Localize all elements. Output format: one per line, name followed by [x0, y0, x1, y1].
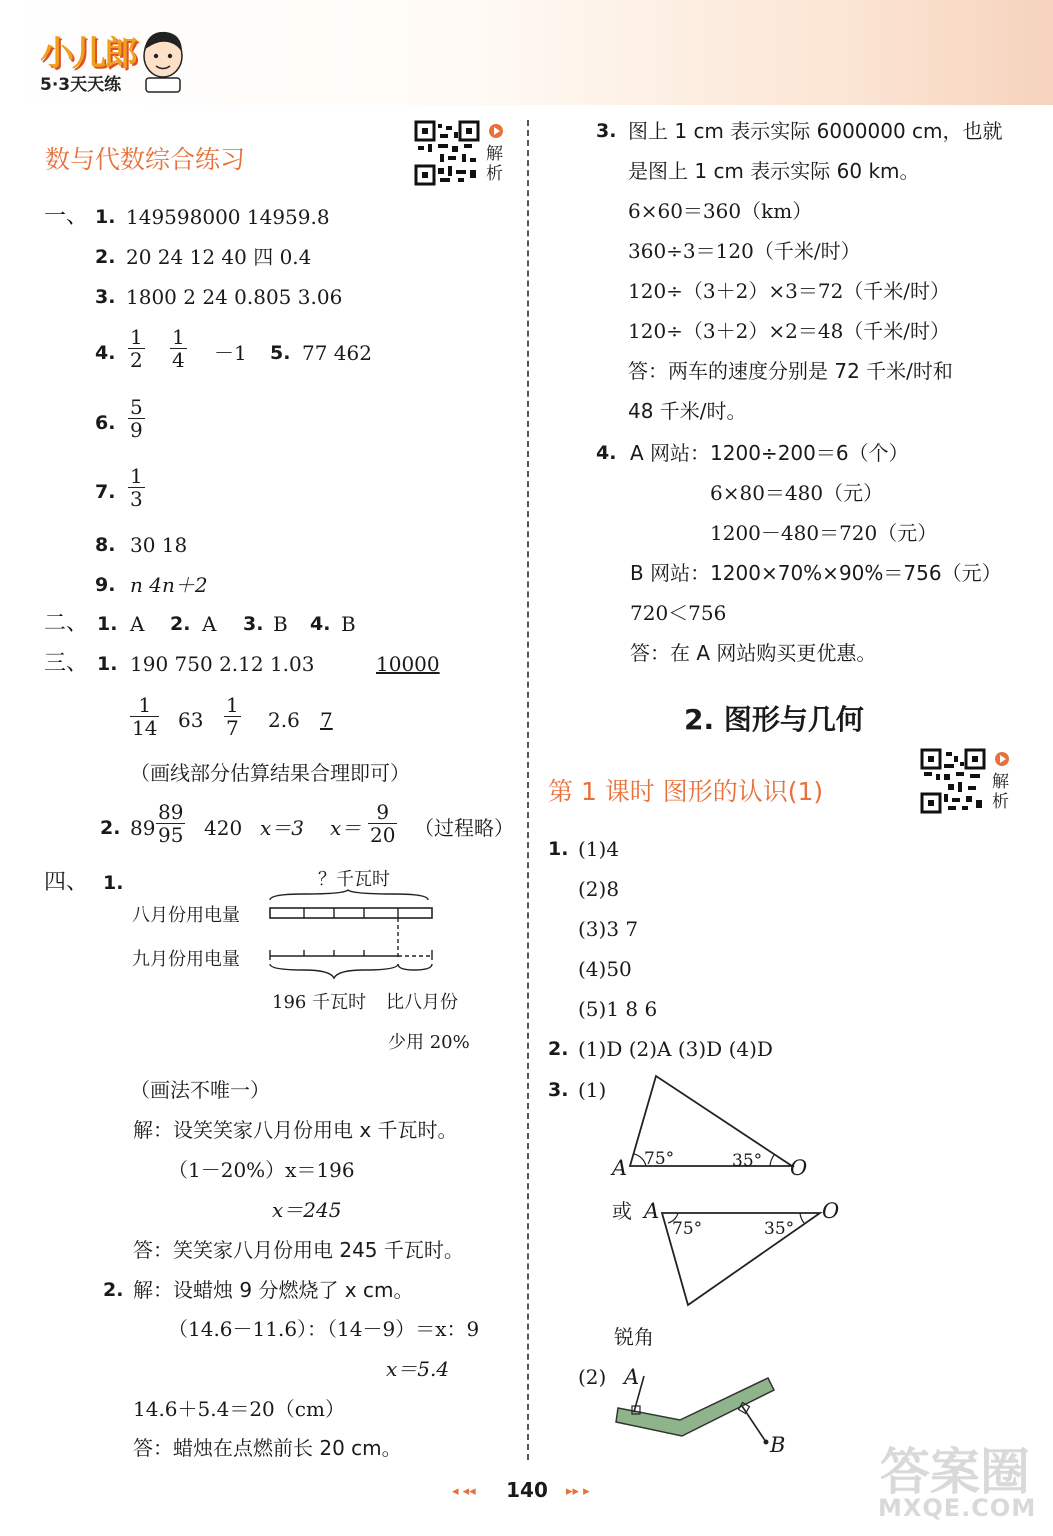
solution-line: 图上 1 cm 表示实际 6000000 cm，也就 — [628, 119, 1003, 143]
solution-line: 答：在 A 网站购买更优惠。 — [630, 641, 877, 665]
column-divider — [527, 120, 529, 1460]
question-number: 4. — [95, 342, 116, 364]
question-number: 2. — [100, 817, 121, 839]
answer-text: 89 — [130, 816, 156, 840]
point-label-a: A — [644, 1199, 660, 1223]
point-label-a: A — [624, 1365, 640, 1389]
part-label: 三、 — [44, 651, 89, 676]
point-label-o: O — [790, 1156, 808, 1180]
question-number: 1. — [97, 613, 118, 635]
bent-ruler-diagram — [610, 1370, 790, 1460]
answer-text: 63 — [178, 708, 204, 732]
answer-text: 20 24 12 40 四 0.4 — [126, 245, 312, 269]
play-icon[interactable] — [489, 124, 503, 138]
solution-line: B 网站：1200×70%×90%＝756（元） — [630, 561, 1002, 585]
solution-line: 1200－480＝720（元） — [710, 521, 938, 545]
answer-text: (5)1 8 6 — [578, 997, 658, 1021]
fraction: $\frac{89}{95}$ — [158, 800, 184, 847]
question-number: 6. — [95, 412, 116, 434]
diagram-label-kwh: 196 千瓦时 — [272, 992, 367, 1013]
qr-label: 解 析 — [486, 144, 503, 184]
question-number: 4. — [310, 613, 331, 635]
fraction: $\frac{1}{14}$ — [132, 693, 158, 740]
answer-text: 77 462 — [302, 341, 372, 365]
fraction: $\frac{9}{20}$ — [370, 800, 396, 847]
solution-line: 是图上 1 cm 表示实际 60 km。 — [628, 159, 920, 183]
solution-line: （14.6－11.6）：（14－9）＝x：9 — [168, 1317, 480, 1341]
angle-label: 75° — [672, 1219, 703, 1239]
answer-text: B — [273, 612, 288, 636]
diagram-label-aug: 八月份用电量 — [132, 905, 240, 926]
point-label-o: O — [822, 1199, 840, 1223]
mascot-icon — [138, 26, 188, 94]
answer-text: n 4n＋2 — [130, 573, 208, 597]
diagram-label-less1: 比八月份 — [386, 992, 458, 1013]
fraction: $\frac{5}{9}$ — [130, 395, 143, 442]
question-number: 2. — [548, 1038, 569, 1060]
solution-line: x＝245 — [272, 1198, 342, 1222]
question-number: 1. — [95, 206, 116, 228]
solution-line: 360÷3＝120（千米/时） — [628, 239, 861, 263]
diagram-label-less2: 少用 20% — [388, 1032, 470, 1053]
solution-line: 120÷（3＋2）×3＝72（千米/时） — [628, 279, 951, 303]
solution-line: 720＜756 — [630, 601, 727, 625]
answer-text: －1 — [214, 341, 247, 365]
answer-text: A — [202, 612, 217, 636]
answer-text: (2) — [578, 1365, 607, 1389]
question-number: 3. — [548, 1079, 569, 1101]
point-label-a: A — [612, 1156, 628, 1180]
solution-line: （1－20%）x＝196 — [168, 1158, 355, 1182]
solution-line: x＝5.4 — [386, 1357, 450, 1381]
fraction: $\frac{1}{4}$ — [172, 325, 185, 372]
fraction: $\frac{1}{3}$ — [130, 464, 143, 511]
question-number: 3. — [95, 286, 116, 308]
answer-text: (2)8 — [578, 877, 620, 901]
watermark-logo: 答案圈 — [880, 1443, 1030, 1501]
solution-line: 48 千米/时。 — [628, 399, 747, 423]
answer-text: 30 18 — [130, 533, 188, 557]
answer-text: x＝3 — [260, 816, 305, 840]
part-label: 二、 — [44, 611, 89, 636]
answer-text: (4)50 — [578, 957, 632, 981]
solution-line: 答：两车的速度分别是 72 千米/时和 — [628, 359, 953, 383]
logo-sub: 5·3天天练 — [40, 75, 122, 95]
solution-line: 答：蜡烛在点燃前长 20 cm。 — [133, 1436, 402, 1460]
play-icon[interactable] — [995, 752, 1009, 766]
qr-code-icon[interactable] — [920, 748, 986, 814]
prev-arrows-icon: ◂ ◂◂ — [452, 1484, 476, 1499]
logo-main: 小儿郎 — [40, 34, 136, 74]
angle-label: 35° — [732, 1151, 763, 1171]
part-label: 四、 — [44, 870, 89, 895]
answer-text: B — [341, 612, 356, 636]
answer-text: 190 750 2.12 1.03 — [130, 652, 315, 676]
diagram-label-sep: 九月份用电量 — [132, 949, 240, 970]
question-number: 2. — [95, 246, 116, 268]
question-number: 2. — [103, 1279, 124, 1301]
answer-text: 锐角 — [614, 1325, 654, 1349]
point-label-b: B — [770, 1433, 786, 1457]
solution-line: 答：笑笑家八月份用电 245 千瓦时。 — [133, 1238, 464, 1262]
lesson-title: 第 1 课时 图形的认识(1) — [548, 777, 824, 806]
question-number: 5. — [270, 342, 291, 364]
section-title: 数与代数综合练习 — [45, 145, 246, 174]
watermark-url: MXQE.COM — [878, 1494, 1037, 1522]
answer-text: 149598000 14959.8 — [126, 205, 330, 229]
next-arrows-icon: ▸▸ ▸ — [566, 1484, 590, 1499]
answer-text: (1)D (2)A (3)D (4)D — [578, 1037, 773, 1061]
question-number: 2. — [170, 613, 191, 635]
qr-code-icon[interactable] — [414, 120, 480, 186]
question-number: 1. — [103, 872, 124, 894]
question-number: 1. — [97, 653, 118, 675]
solution-line: 120÷（3＋2）×2＝48（千米/时） — [628, 319, 951, 343]
answer-text: (3)3 7 — [578, 917, 639, 941]
solution-line: 解：设笑笑家八月份用电 x 千瓦时。 — [133, 1118, 458, 1142]
angle-label: 35° — [764, 1219, 795, 1239]
fraction: $\frac{1}{2}$ — [130, 325, 143, 372]
question-number: 9. — [95, 574, 116, 596]
solution-line: 6×60＝360（km） — [628, 199, 813, 223]
answer-text: x＝ — [330, 816, 362, 840]
question-number: 8. — [95, 534, 116, 556]
or-text: 或 — [612, 1199, 632, 1223]
answer-text: (1) — [578, 1078, 607, 1102]
solution-line: （画法不唯一） — [130, 1078, 270, 1102]
solution-line: 14.6＋5.4＝20（cm） — [133, 1397, 345, 1421]
diagram-label-top: ？千瓦时 — [318, 869, 390, 890]
answer-text: （过程略） — [414, 816, 514, 840]
answer-text: 1800 2 24 0.805 3.06 — [126, 285, 343, 309]
question-number: 7. — [95, 481, 116, 503]
qr-label: 解 析 — [992, 772, 1009, 812]
page-number: 140 — [506, 1478, 548, 1502]
answer-text: 420 — [204, 816, 243, 840]
part-label: 一、 — [44, 204, 89, 229]
diagram-bars — [264, 888, 444, 988]
answer-text: (1)4 — [578, 837, 620, 861]
note-text: （画线部分估算结果合理即可） — [130, 761, 410, 785]
answer-underlined: 10000 — [376, 652, 440, 676]
solution-line: 解：设蜡烛 9 分燃烧了 x cm。 — [133, 1278, 414, 1302]
question-number: 4. — [596, 442, 617, 464]
chapter-heading: 2. 图形与几何 — [684, 703, 864, 736]
fraction: $\frac{1}{7}$ — [226, 693, 239, 740]
question-number: 3. — [596, 120, 617, 142]
solution-line: 6×80＝480（元） — [710, 481, 884, 505]
question-number: 1. — [548, 838, 569, 860]
angle-label: 75° — [644, 1149, 675, 1169]
question-number: 3. — [243, 613, 264, 635]
solution-line: A 网站：1200÷200＝6（个） — [630, 441, 909, 465]
answer-text: A — [130, 612, 145, 636]
answer-underlined: 7 — [320, 708, 333, 732]
answer-text: 2.6 — [268, 708, 300, 732]
